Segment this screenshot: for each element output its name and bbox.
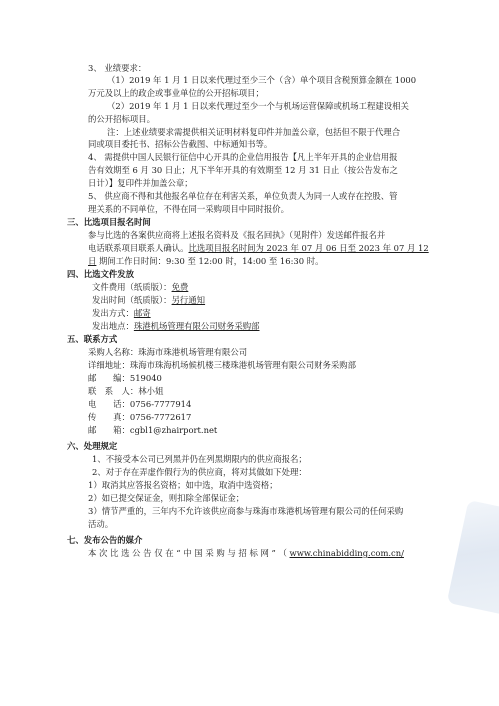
req-3-note: 注：上述业绩要求需提供相关证明材料复印件并加盖公章，包括但不限于代理合 bbox=[107, 127, 401, 137]
section-5-heading: 五、联系方式 bbox=[67, 334, 118, 344]
phone: 电 话：0756-7777914 bbox=[88, 399, 192, 409]
section-3-heading: 三、比选项目报名时间 bbox=[67, 217, 151, 227]
issue-time-value: 另行通知 bbox=[171, 295, 206, 305]
issue-time-row bbox=[92, 295, 205, 306]
section-6-heading: 六、处理规定 bbox=[67, 441, 118, 451]
seal-stamp-partial bbox=[447, 500, 499, 615]
issue-time-label: 发出时间（纸质版）： bbox=[92, 295, 172, 305]
purchaser-name: 采购人名称：珠海市珠港机场管理有限公司 bbox=[88, 347, 248, 357]
req-heading-4: 4、 需提供中国人民银行征信中心开具的企业信用报告【凡上半年开具的企业信用报 bbox=[88, 152, 398, 162]
publish-media bbox=[88, 548, 404, 559]
section-3-para: 参与比选的各案供应商将上述报名资料及《报名回执》（见附件）发送邮件报名并 bbox=[88, 230, 386, 240]
doc-fee-row bbox=[92, 282, 188, 293]
req-3-note-cont: 同或项目委托书、招标公告截图、中标通知书等。 bbox=[88, 139, 273, 149]
rule-2-3: 3）情节严重的，三年内不允许该供应商参与珠海市珠港机场管理有限公司的任何采购 bbox=[88, 506, 404, 516]
email[interactable]: 邮 箱：cgbl1@zhairport.net bbox=[88, 425, 218, 435]
section-3-para-cont bbox=[88, 243, 429, 254]
issue-method-label: 发出方式： bbox=[92, 308, 134, 318]
working-hours: 期间工作日时间：9:30 至 12:00 时，14:00 至 16:30 时。 bbox=[96, 256, 324, 266]
doc-fee-value: 免费 bbox=[171, 282, 189, 292]
req-3-item-1-cont: 万元及以上的政企或事业单位的公开招标项目； bbox=[88, 88, 264, 98]
contact-person: 联 系 人：林小姐 bbox=[88, 386, 164, 396]
section-4-heading: 四、比选文件发放 bbox=[67, 269, 134, 279]
rule-2: 2、对于存在弄虚作假行为的供应商，将对其做如下处理： bbox=[92, 467, 307, 477]
fax: 传 真：0756-7772617 bbox=[88, 412, 192, 422]
publish-media-text: 本 次 比 选 公 告 仅 在 “ 中 国 采 购 与 招 标 网 ” （ bbox=[88, 548, 290, 558]
issue-place-label: 发出地点： bbox=[92, 321, 134, 331]
doc-fee-label: 文件费用（纸质版）： bbox=[92, 282, 172, 292]
issue-method-value: 邮寄 bbox=[133, 308, 151, 318]
rule-1: 1、不接受本公司已列黑并仍在列黑期限内的供应商报名； bbox=[92, 454, 307, 464]
req-3-item-1: （1）2019 年 1 月 1 日以来代理过至少三个（含）单个项目含税预算金额在 1000 bbox=[107, 75, 417, 85]
postcode: 邮 编：519040 bbox=[88, 373, 162, 383]
rule-2-2: 2）如已提交保证金，则扣除全部保证金； bbox=[88, 493, 245, 503]
req-heading-3: 3、 业绩要求： bbox=[88, 63, 147, 73]
section-3-contact-text: 电话联系项目联系人确认。 bbox=[88, 243, 189, 253]
publish-media-link[interactable]: www.chinabidding.com.cn/ bbox=[289, 548, 404, 558]
section-7-heading: 七、发布公告的媒介 bbox=[67, 535, 143, 545]
rule-2-3-cont: 活动。 bbox=[88, 519, 114, 529]
req-5-cont: 理关系的不同单位，不得在同一采购项目中同时报价。 bbox=[88, 204, 289, 214]
issue-place-value: 珠港机场管理有限公司财务采购部 bbox=[133, 321, 260, 331]
rule-2-1: 1）取消其应答报名资格；如中选，取消中选资格； bbox=[88, 480, 278, 490]
req-4-cont-2: 日计）】复印件并加盖公章； bbox=[88, 178, 193, 188]
address: 详细地址：珠海市珠海机场候机楼三楼珠港机场管理有限公司财务采购部 bbox=[88, 360, 356, 370]
registration-period: 比选项目报名时间为 2023 年 07 月 06 日至 2023 年 07 月 12 bbox=[188, 243, 429, 253]
registration-period-end: 日 bbox=[88, 256, 97, 266]
issue-place-row bbox=[92, 321, 260, 332]
req-3-item-2: （2）2019 年 1 月 1 日以来代理过至少一个与机场运营保障或机场工程建设相关 bbox=[107, 101, 409, 111]
req-heading-5: 5、 供应商不得和其他报名单位存在利害关系，单位负责人为同一人或存在控股、管 bbox=[88, 191, 398, 201]
req-4-cont-1: 告有效期至 6 月 30 日止；凡下半年开具的有效期至 12 月 31 日止（按公告发布之 bbox=[88, 165, 398, 175]
section-3-hours bbox=[88, 256, 323, 267]
req-3-item-2-cont: 的公开招标项目。 bbox=[88, 114, 155, 124]
issue-method-row bbox=[92, 308, 151, 319]
